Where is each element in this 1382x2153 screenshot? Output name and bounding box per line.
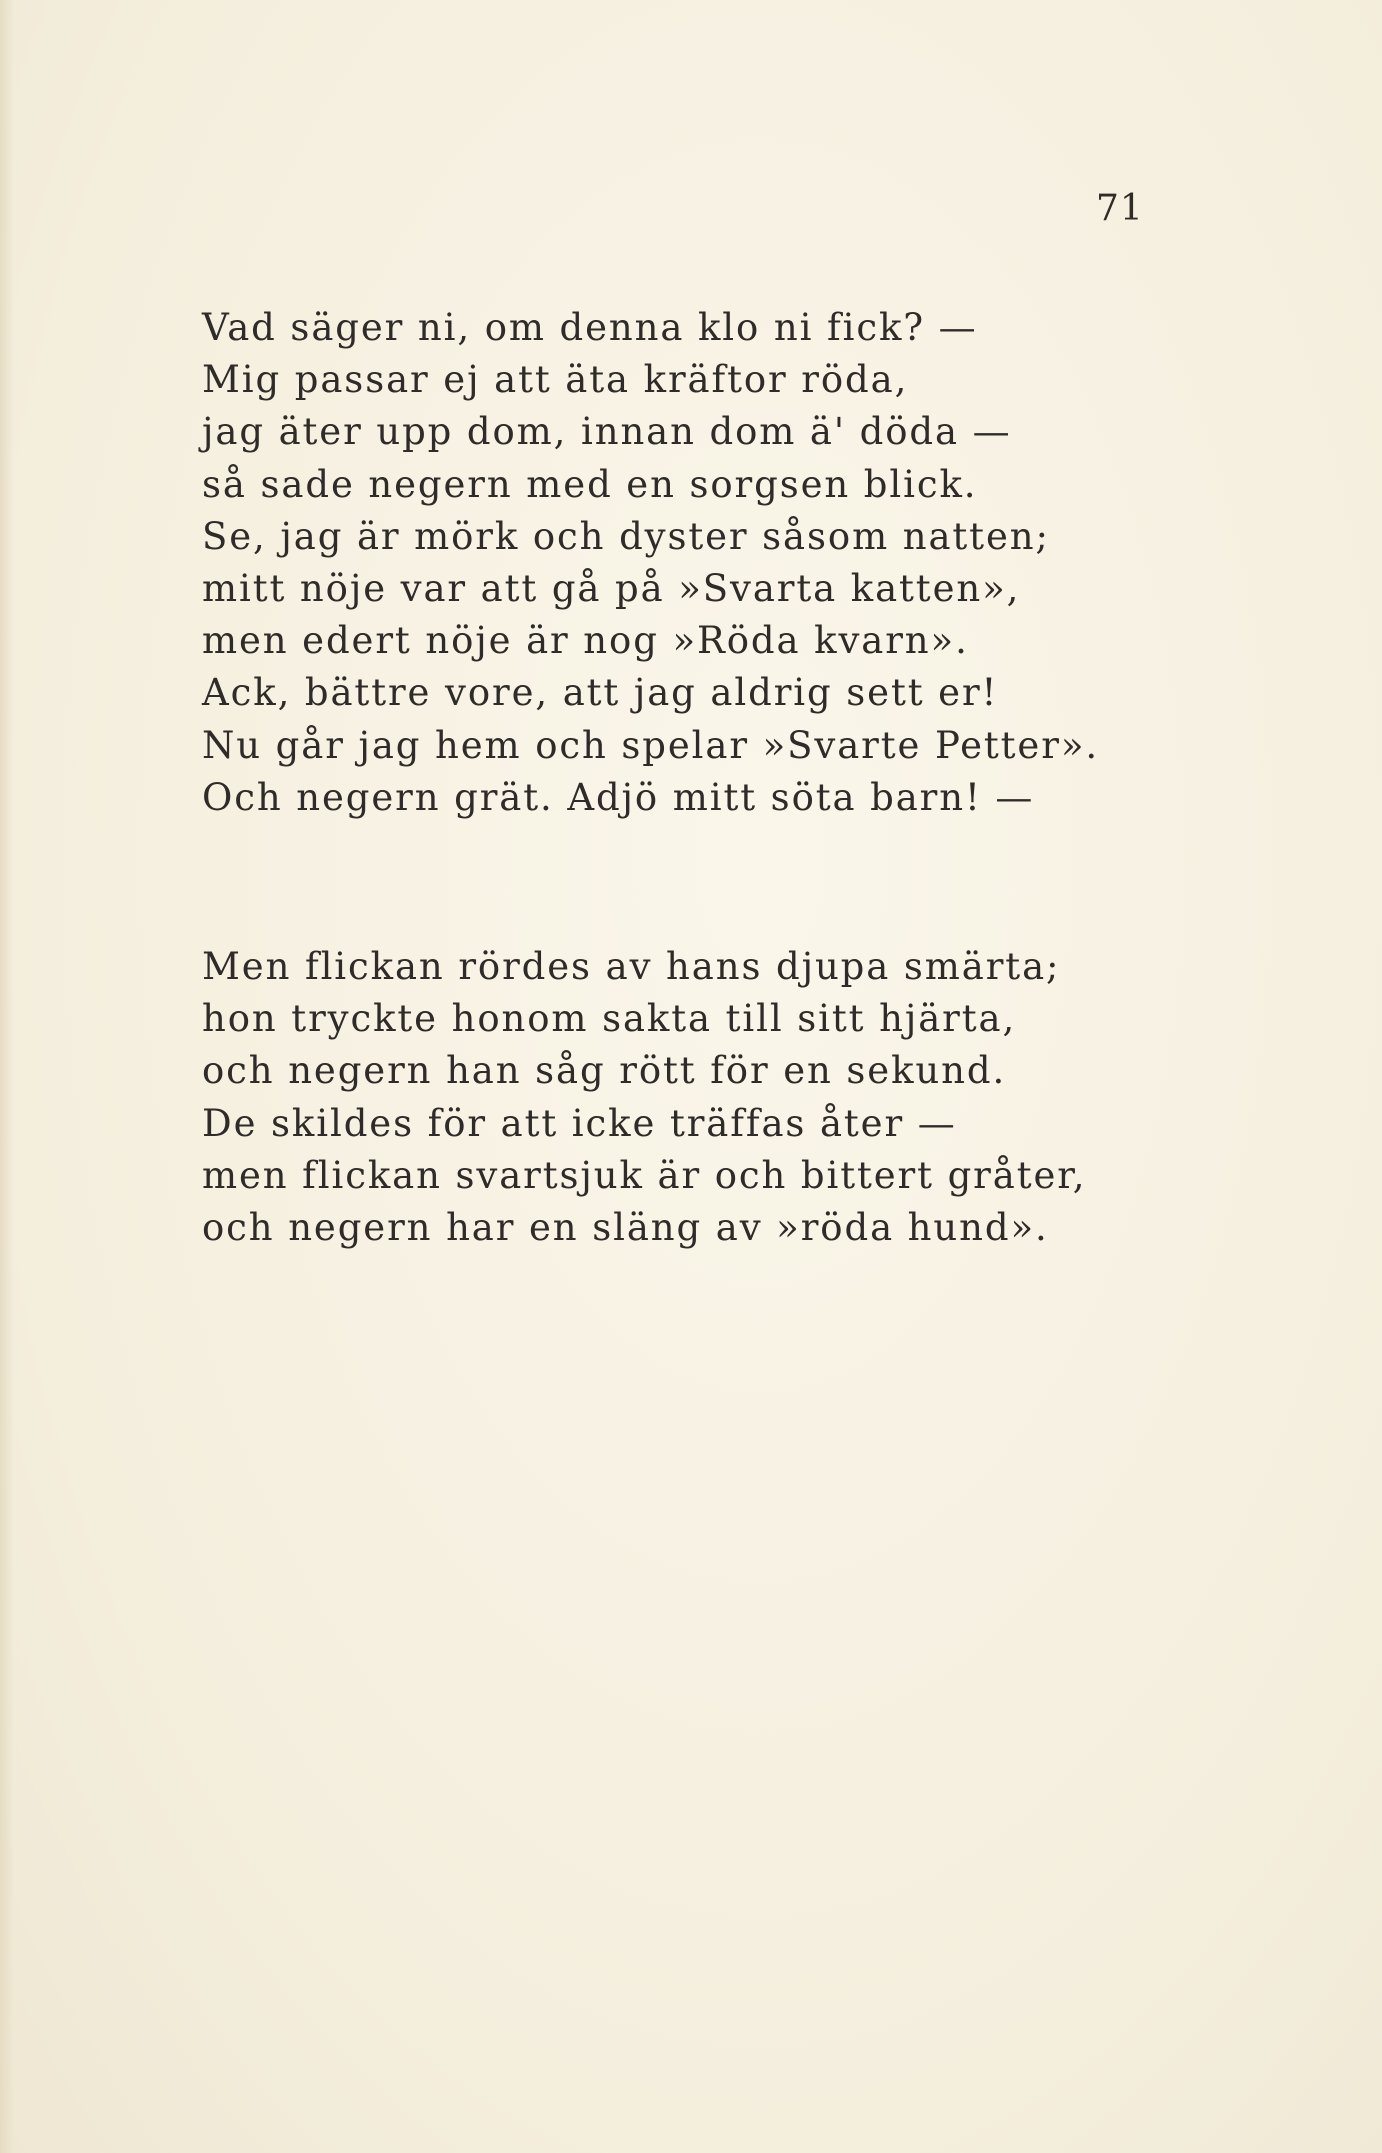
poem-line: Mig passar ej att äta kräftor röda, — [202, 358, 909, 402]
stanza-1 — [202, 302, 1099, 824]
poem-line: men edert nöje är nog »Röda kvarn». — [202, 619, 969, 663]
poem-line: och negern han såg rött för en sekund. — [202, 1049, 1007, 1093]
poem-line: Se, jag är mörk och dyster såsom natten; — [202, 514, 1050, 558]
poem-line: Vad säger ni, om denna klo ni fick? — — [202, 306, 978, 349]
poem-line: och negern har en släng av »röda hund». — [202, 1205, 1049, 1249]
poem-line: jag äter upp dom, innan dom ä' döda — — [202, 410, 1012, 454]
poem-line: så sade negern med en sorgsen blick. — [202, 462, 978, 506]
poem-line: mitt nöje var att gå på »Svarta katten», — [202, 566, 1021, 610]
page-gutter-shadow — [0, 0, 14, 2153]
poem-line: hon tryckte honom sakta till sitt hjärta, — [202, 997, 1017, 1041]
page-number: 71 — [1096, 188, 1144, 229]
poem-line: Ack, bättre vore, att jag aldrig sett er! — [202, 671, 999, 715]
poem-line: Och negern grät. Adjö mitt söta barn! — — [202, 775, 1035, 819]
poem-line: men flickan svartsjuk är och bittert gråter, — [202, 1153, 1087, 1197]
poem-line: Nu går jag hem och spelar »Svarte Petter». — [202, 723, 1100, 767]
poem-line: Men flickan rördes av hans djupa smärta; — [202, 945, 1061, 988]
poem-line: De skildes för att icke träffas åter — — [202, 1101, 957, 1145]
stanza-2 — [202, 941, 1086, 1254]
